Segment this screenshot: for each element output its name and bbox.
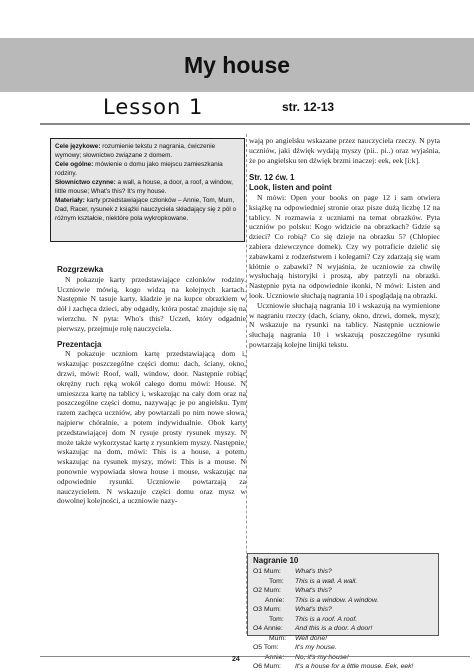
dialogue-line: [253, 615, 433, 625]
objective-label: Cele językowe:: [55, 143, 101, 150]
dialogue-line: [253, 643, 433, 653]
objective-text: mówienie o domu jako miejscu zamieszkania rodziny.: [55, 161, 223, 177]
objective-label: Cele ogólne:: [55, 161, 94, 168]
presentation-text: N pokazuje uczniom kartę przedstawiającą dom i, wskazując poszczególne części domu: dach, ściany, okno, drzwi, mówi: Roof, wall, window, door. Następnie robiąc okrężny ruch ręką wokół całego domu mówi: House. N umieszcza kartę na tablicy i, wskazując na cały dom oraz na poszczególne części domu, nazywając je po angielsku. Tym razem zachęca uczniów, aby powtarzali po nim nowe słowa, najpierw chóralnie, a potem indywidualnie. Obok karty przedstawiającej dom N rysuje prosty rysunek myszy. N może także wykorzystać kartę z rysunkiem myszy. Następnie, wskazując na dom, mówi: This is a house, a potem, wskazując na rysunek myszy, mówi: This is a mouse. N ponownie wypowiada słowa house i mouse, wskazując na odpowiednie rysunki. Uczniowie powtarzają za nauczycielem. N wskazuje części domu oraz mysz w dowolnej kolejności, a uczniowie nazy-: [57, 349, 246, 506]
dialogue-box: [247, 553, 439, 670]
lesson-pages: str. 12-13: [282, 100, 335, 114]
speaker: O5 Tom:: [253, 644, 279, 651]
speaker: O3 Mum:: [253, 606, 281, 613]
line-text: And this is a door. A door!: [295, 625, 373, 632]
line-text: No, it's my house!: [295, 653, 349, 661]
objectives-box: [50, 138, 245, 242]
objective-label: Słownictwo czynne:: [55, 179, 116, 186]
speaker: Mum:: [269, 634, 286, 642]
objective-vocabulary: [55, 178, 240, 196]
objective-label: Materiały:: [55, 197, 85, 204]
dialogue-line: [253, 586, 433, 596]
speaker: Tom:: [269, 577, 284, 585]
dialogue-line: [253, 634, 433, 644]
speaker: Annie:: [265, 596, 285, 604]
line-text: What's this?: [295, 606, 332, 613]
line-text: This is a wall. A wall.: [295, 577, 358, 585]
page-number: 24: [232, 656, 240, 663]
lesson-divider: [40, 123, 470, 125]
objective-text: a wall, a house, a door, a roof, a window, little mouse; What's this? It's my house.: [55, 179, 233, 195]
speaker: O1 Mum:: [253, 568, 281, 575]
exercise-text: N mówi: Open your books on page 12 i sam otwiera książkę na odpowiedniej stronie oraz pisze dużą liczbę 12 na tablicy. N rozmawia z uczniami na temat obrazków. Pyta uczniów po polsku: Kogo widzicie na obrazkach? Gdzie są dzieci? Co robią? Co się dzieje na obrazku 5? (Chłopiec zabiera dziewczynce domek). Czy wy potraficie dzielić się zabawkami z rodzeństwem i kolegami? Czy zdarzają się wam kłótnie o zabawki? N wyjaśnia, że uczniowie za chwilę wysłuchają historyjki i proszą, aby patrzyli na obrazki. Następnie pyta na odpowiednie ikonki, N mówi: Listen and look. Uczniowie słuchają nagrania 10 i spoglądają na obrazki.: [249, 192, 440, 300]
speaker: O2 Mum:: [253, 587, 281, 594]
speaker: Tom:: [269, 615, 284, 623]
line-text: What's this?: [295, 568, 332, 575]
exercise-subheading: Look, listen and point: [249, 183, 332, 193]
footer-rule: [40, 656, 470, 667]
dialogue-line: [253, 624, 433, 634]
speaker: Annie:: [265, 653, 285, 661]
dialogue-title: Nagranie 10: [253, 556, 299, 565]
left-column: [57, 265, 246, 506]
dialogue-line: [253, 577, 433, 587]
presentation-heading: Prezentacja: [57, 339, 102, 349]
line-text: Well done!: [295, 634, 327, 642]
dialogue-line: [253, 605, 433, 615]
right-column: [249, 136, 440, 350]
line-text: What's this?: [295, 587, 332, 594]
right-intro-text: wają po angielsku wskazane przez nauczyciela rzeczy. N pyta uczniów, jaki dźwięk wydają myszy (pii.. pi..) oraz wyjaśnia, że po angielsku ten dźwięk brzmi inaczej: eek, eek [i:k].: [249, 136, 440, 165]
dialogue-line: [253, 596, 433, 606]
line-text: It's a house for a little mouse. Eek, eek!: [295, 663, 414, 670]
exercise-heading: Str. 12 ćw. 1: [249, 173, 295, 183]
objective-text: rozumienie tekstu z nagrania, ćwiczenie wymowy; słownictwo związane z domem.: [55, 143, 216, 159]
objective-materials: [55, 196, 240, 223]
lesson-title: Lesson 1: [103, 95, 204, 119]
warmup-text: N pokazuje karty przedstawiające członków rodziny. Uczniowie mówią, kogo widzą na kolejnych kartach. Następnie N tasuje karty, kładzie je na kupce obrazkiem w dół i zachęca dzieci, aby odgadły, która postać znajduje się na wierzchu. N pyta: Who's this? Uczeń, który odgadnie pierwszy, przejmuje rolę nauczyciela.: [57, 274, 246, 333]
warmup-heading: Rozgrzewka: [57, 265, 104, 274]
objective-text: karty przedstawiające członków – Annie, Tom, Mum, Dad, Racer, rysunek z książki nauczyciela składający się z pól o różnym kształcie, niektóre pola wykropkowane.: [55, 197, 237, 222]
page-title: My house: [183, 52, 291, 78]
speaker: O4 Annie:: [253, 625, 283, 632]
speaker: O6 Mum:: [253, 663, 281, 670]
line-text: It's my house.: [295, 644, 337, 651]
dialogue-line: [253, 567, 433, 577]
line-text: This is a roof. A roof.: [295, 615, 358, 623]
line-text: This is a window. A window.: [295, 596, 379, 604]
objective-general: [55, 160, 240, 178]
exercise-text-2: Uczniowie słuchają nagrania 10 i wskazują na wymienione w nagraniu rzeczy (dach, ściany, okno, drzwi, domek, mysz); N wskazuje na rysunki na tablicy. Następnie uczniowie słuchają nagrania 10 i wskazują poszczególne rysunki powtarzają kolejne linijki tekstu.: [249, 300, 440, 349]
objective-language: [55, 142, 240, 160]
